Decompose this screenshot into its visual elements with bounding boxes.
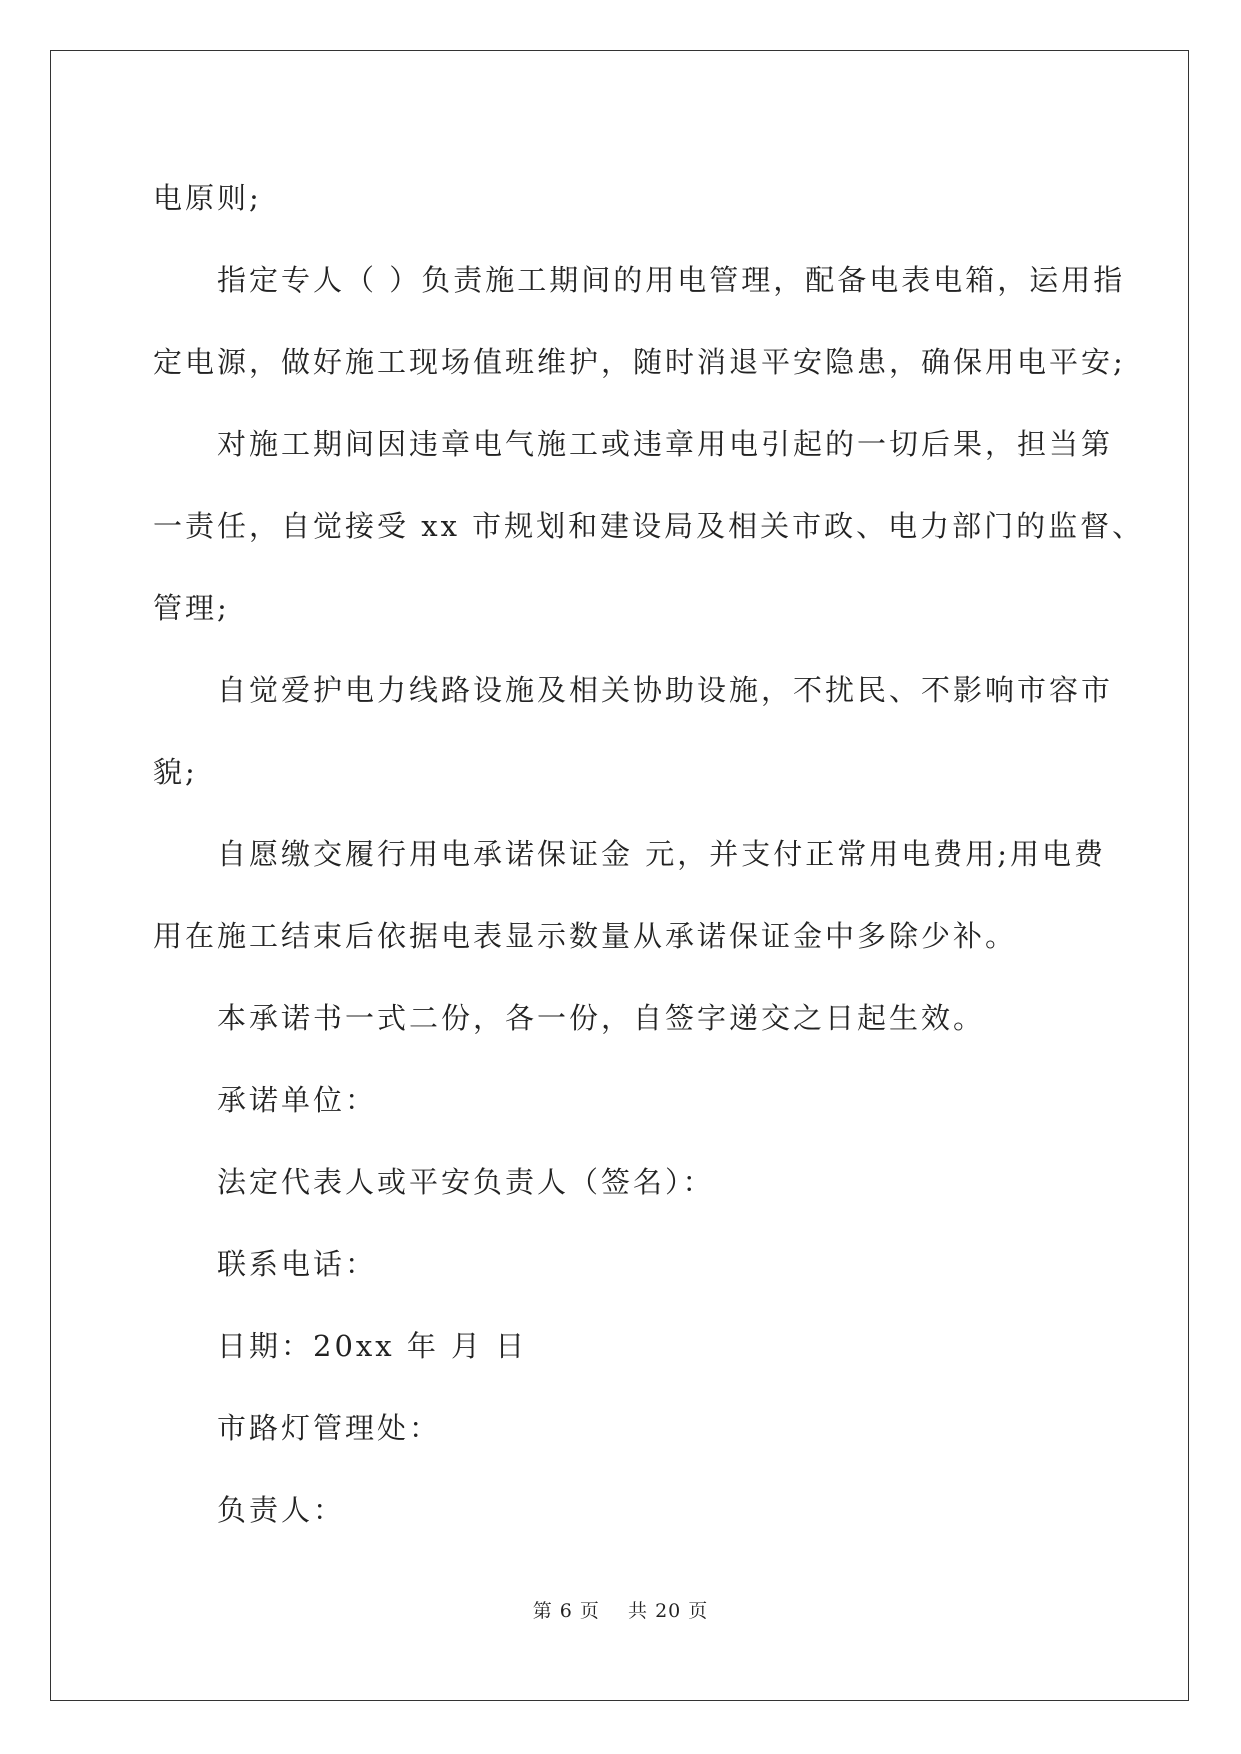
text-line: 负责人： <box>217 1493 346 1527</box>
paragraph <box>153 403 1145 649</box>
signature-field-unit <box>153 1059 1093 1141</box>
text-line: 对施工期间因违章电气施工或违章用电引起的一切后果，担当第 <box>217 427 1114 461</box>
paragraph <box>153 813 1106 977</box>
text-line: 法定代表人或平安负责人（签名）： <box>217 1165 715 1199</box>
text-line: 指定专人（ ）负责施工期间的用电管理，配备电表电箱，运用指 <box>217 263 1126 297</box>
text-line: 电原则; <box>153 181 262 215</box>
signature-field-date <box>153 1305 1093 1387</box>
text-line: 自觉爱护电力线路设施及相关协助设施，不扰民、不影响市容市 <box>217 673 1114 707</box>
signature-field-office <box>153 1387 1093 1469</box>
signature-field-person-in-charge <box>153 1469 1093 1551</box>
text-line: 本承诺书一式二份，各一份，自签字递交之日起生效。 <box>217 1001 986 1035</box>
text-line: 定电源，做好施工现场值班维护，随时消退平安隐患，确保用电平安; <box>153 345 1126 379</box>
text-line: 自愿缴交履行用电承诺保证金 元，并支付正常用电费用;用电费 <box>217 837 1106 871</box>
signature-field-phone <box>153 1223 1093 1305</box>
page-footer <box>0 1596 1241 1623</box>
paragraph <box>153 239 1126 403</box>
text-line: 一责任，自觉接受 xx 市规划和建设局及相关市政、电力部门的监督、 <box>153 509 1145 543</box>
paragraph <box>153 649 1114 813</box>
text-line: 联系电话： <box>217 1247 378 1281</box>
document-body <box>153 157 1145 1551</box>
paragraph <box>153 977 1093 1059</box>
text-line: 承诺单位： <box>217 1083 378 1117</box>
page-number: 第 6 页 <box>532 1600 600 1622</box>
text-line: 用在施工结束后依据电表显示数量从承诺保证金中多除少补。 <box>153 919 1018 953</box>
text-line: 市路灯管理处： <box>217 1411 442 1445</box>
signature-field-representative <box>153 1141 1093 1223</box>
page-total: 共 20 页 <box>628 1600 709 1622</box>
paragraph <box>153 157 1093 239</box>
text-line: 貌; <box>153 755 198 789</box>
text-line: 管理; <box>153 591 230 625</box>
text-line: 日期：20xx 年 月 日 <box>217 1329 528 1363</box>
